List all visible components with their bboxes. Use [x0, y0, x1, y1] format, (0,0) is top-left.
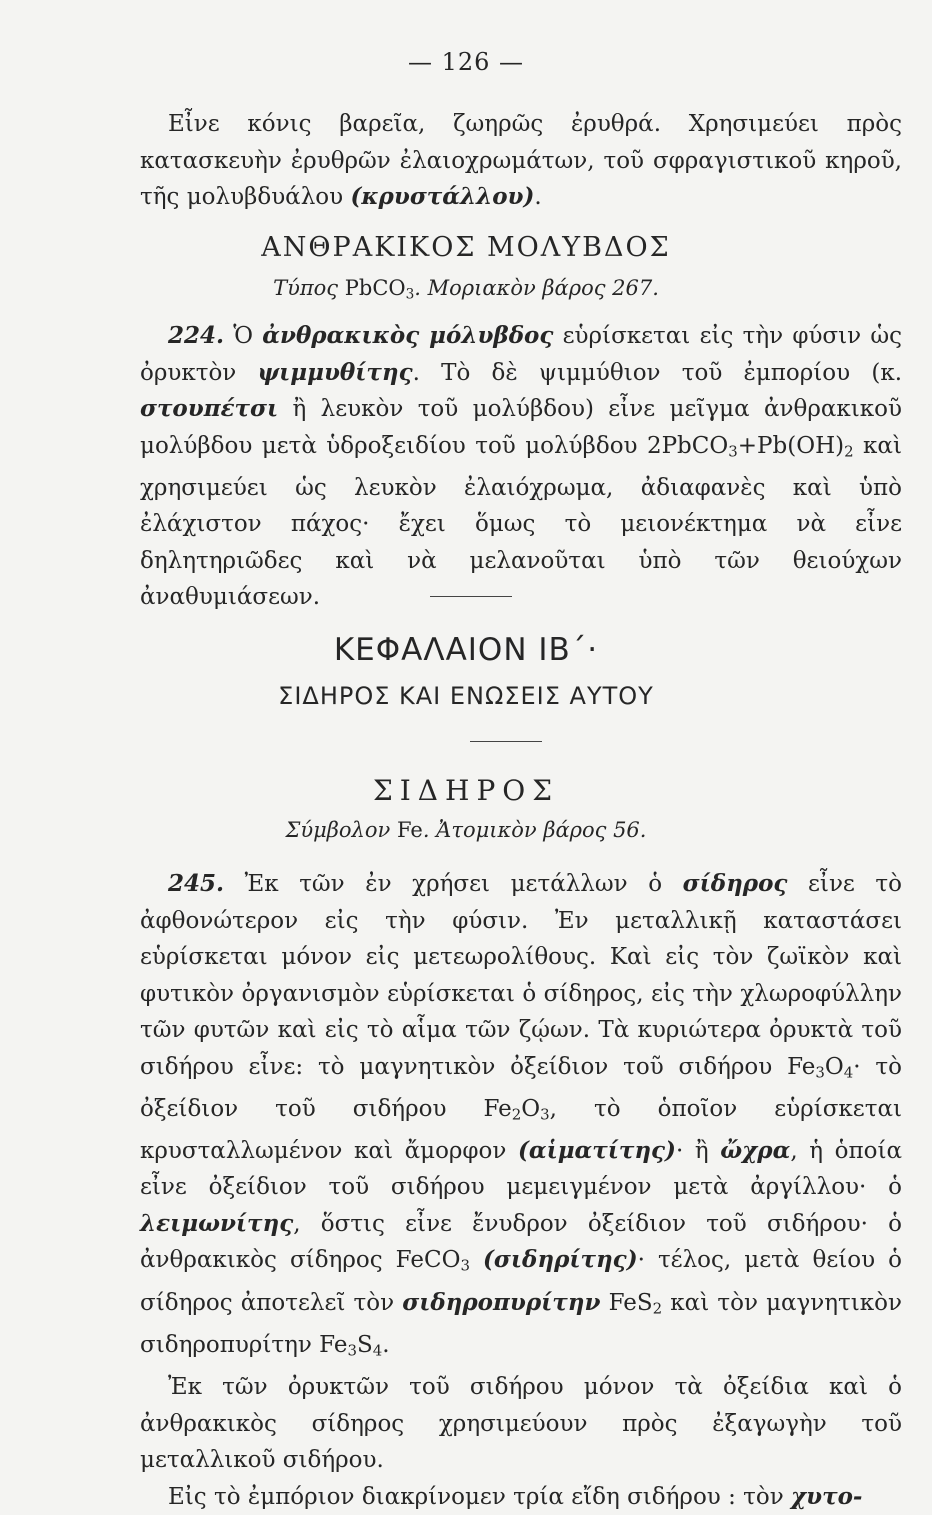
- text: · τὸ ὀξείδιον τοῦ σιδήρου: [140, 1053, 902, 1122]
- bold-term: ψιμμυθίτης: [257, 358, 413, 386]
- formula-part: Fe: [787, 1053, 816, 1080]
- text: ἢ λευκὸν τοῦ μολύβδου) εἶνε μεῖγμα ἀνθρακικοῦ μολύβδου μετὰ ὑδροξειδίου τοῦ μολύβδου: [140, 396, 902, 459]
- paragraph-text: [140, 1479, 902, 1515]
- text: εἶνε τὸ ἀφθονώτερον εἰς τὴν φύσιν. Ἐν μεταλλικῇ καταστάσει εὑρίσκεται μόνον εἰς μετεωρολίθους. Καὶ εἰς τὸν ζωϊκὸν καὶ φυτικὸν ὀργανισμὸν εὑρίσκεται ὁ σίδηρος, εἰς τὴν χλωροφύλλην τῶν φυτῶν καὶ εἰς τὸ αἷμα τῶν ζῴων. Τὰ κυριώτερα ὀρυκτὰ τοῦ σιδήρου εἶνε: τὸ μαγνητικὸν ὀξείδιον τοῦ σιδήρου: [140, 871, 903, 1080]
- formula: [319, 1332, 382, 1358]
- formula-subscript: 4: [372, 1341, 383, 1360]
- divider: [470, 741, 542, 742]
- bold-term: (σιδηρίτης): [483, 1246, 638, 1274]
- formula: [609, 1290, 663, 1316]
- formula: [787, 1054, 853, 1080]
- section-heading-lead-carbonate: ΑΝΘΡΑΚΙΚΟΣ ΜΟΛΥΒΔΟΣ: [261, 232, 671, 263]
- formula-part: O: [521, 1095, 541, 1122]
- paragraph-text: Ἐκ τῶν ὀρυκτῶν τοῦ σιδήρου μόνον τὰ ὀξείδια καὶ ὁ ἀνθρακικὸς σίδηρος χρησιμεύουν πρὸς ἐξαγωγὴν τοῦ μεταλλικοῦ σιδήρου.: [140, 1374, 902, 1474]
- formula-subscript: 3: [405, 286, 415, 303]
- formula-subscript: 3: [347, 1341, 357, 1360]
- text: · τέλος, μετὰ θείου ὁ σίδηρος ἀποτελεῖ τὸν: [140, 1247, 903, 1316]
- formula: [483, 1096, 549, 1122]
- bold-term: σιδηροπυρίτην: [402, 1288, 601, 1316]
- formula-subscript: 3: [728, 442, 738, 461]
- text: Ἐκ τῶν ἐν χρήσει μετάλλων ὁ: [224, 871, 683, 897]
- bold-term: ἀνθρακικὸς μόλυβδος: [262, 322, 554, 349]
- paragraph-text: [140, 106, 902, 216]
- formula-subscript: 3: [815, 1063, 825, 1082]
- paragraph-intro: [140, 106, 902, 216]
- formula-part: +Pb(OH): [737, 432, 845, 459]
- bold-term: (κρυστάλλου): [350, 183, 535, 210]
- text: Εἰς τὸ ἐμπόριον διακρίνομεν τρία εἴδη σιδήρου : τὸν: [168, 1483, 792, 1510]
- element-symbol: Fe: [396, 818, 423, 842]
- chapter-subtitle: ΣΙΔΗΡΟΣ ΚΑΙ ΕΝΩΣΕΙΣ ΑΥΤΟΥ: [278, 682, 654, 710]
- text: καὶ τὸν μαγνητικὸν σιδηροπυρίτην: [140, 1289, 902, 1358]
- formula-base: PbCO: [344, 276, 406, 300]
- formula-line: [0, 276, 932, 302]
- formula-part: S: [356, 1331, 373, 1358]
- text: [470, 1247, 483, 1273]
- type-label: Τύπος: [273, 276, 339, 300]
- text: καὶ χρησιμεύει ὡς λευκὸν ἐλαιόχρωμα, ἀδιαφανὲς καὶ ὑπὸ ἐλάχιστον πάχος· ἔχει ὅμως τὸ μειονέκτημα νὰ εἶνε δηλητηριῶδες καὶ νὰ μελανοῦται ὑπὸ τῶν θειούχων ἀναθυμιάσεων.: [140, 432, 902, 611]
- formula-subscript: 2: [844, 442, 854, 461]
- paragraph-text: [140, 866, 902, 1369]
- section-number: 224.: [168, 322, 225, 349]
- formula-part: Fe: [319, 1331, 348, 1358]
- bold-term: ὤχρα: [720, 1136, 791, 1164]
- bold-term: (αἱματίτης): [518, 1136, 676, 1164]
- text: .: [534, 184, 542, 210]
- formula: [395, 1247, 470, 1276]
- paragraph-text: [140, 318, 902, 616]
- formula: [647, 433, 854, 459]
- text: , τὸ ὁποῖον εὑρίσκεται κρυσταλλωμένον καὶ ἄμορφον: [140, 1095, 902, 1164]
- bold-term: λειμωνίτης: [140, 1209, 294, 1237]
- page-number: — 126 —: [407, 48, 525, 76]
- symbol-line: [0, 818, 932, 842]
- formula: [344, 276, 415, 303]
- formula-part: O: [824, 1053, 844, 1080]
- bold-term: στουπέτσι: [140, 395, 279, 422]
- text: · ἢ: [675, 1137, 721, 1164]
- atomic-weight: . Ἀτομικὸν βάρος 56.: [422, 818, 647, 842]
- formula-part: Fe: [483, 1095, 512, 1122]
- molecular-weight: . Μοριακὸν βάρος 267.: [414, 276, 659, 300]
- text: , ἡ ὁποία εἶνε ὀξείδιον τοῦ σιδήρου μεμειγμένον μετὰ ἀργίλλου· ὁ: [140, 1137, 903, 1201]
- formula-part: FeS: [608, 1289, 653, 1316]
- chapter-title: ΚΕΦΑΛΑΙΟΝ ΙΒ΄·: [333, 632, 599, 668]
- bold-term: σίδηρος: [682, 870, 788, 897]
- section-number: 245.: [168, 870, 225, 897]
- formula-part: 2PbCO: [646, 432, 729, 459]
- divider: [430, 596, 512, 597]
- text: Ὁ: [224, 323, 263, 349]
- text: .: [382, 1331, 390, 1358]
- formula-subscript: 3: [460, 1257, 470, 1276]
- text: εὑρίσκεται εἰς τὴν φύσιν ὡς ὀρυκτὸν: [140, 323, 902, 386]
- bold-term: χυτο-: [791, 1482, 863, 1510]
- formula-subscript: 4: [843, 1063, 854, 1082]
- text: . Τὸ δὲ ψιμμύθιον τοῦ ἐμπορίου (κ.: [412, 359, 903, 386]
- paragraph-245: [140, 866, 902, 1515]
- text: [600, 1290, 608, 1316]
- formula-subscript: 2: [652, 1299, 663, 1318]
- section-heading-iron: ΣΙΔΗΡΟΣ: [372, 774, 560, 807]
- symbol-label: Σύμβολον: [285, 818, 391, 842]
- paragraph-224: [140, 318, 902, 616]
- formula-part: FeCO: [395, 1247, 461, 1274]
- formula-subscript: 2: [511, 1105, 522, 1124]
- text: Εἶνε κόνις βαρεῖα, ζωηρῶς ἐρυθρά. Χρησιμεύει πρὸς κατασκευὴν ἐρυθρῶν ἐλαιοχρωμάτων, τοῦ σφραγιστικοῦ κηροῦ, τῆς μολυβδυάλου: [140, 111, 902, 210]
- text: , ὅστις εἶνε ἔνυδρον ὀξείδιον τοῦ σιδήρου· ὁ ἀνθρακικὸς σίδηρος: [140, 1210, 902, 1274]
- formula-subscript: 3: [540, 1105, 550, 1124]
